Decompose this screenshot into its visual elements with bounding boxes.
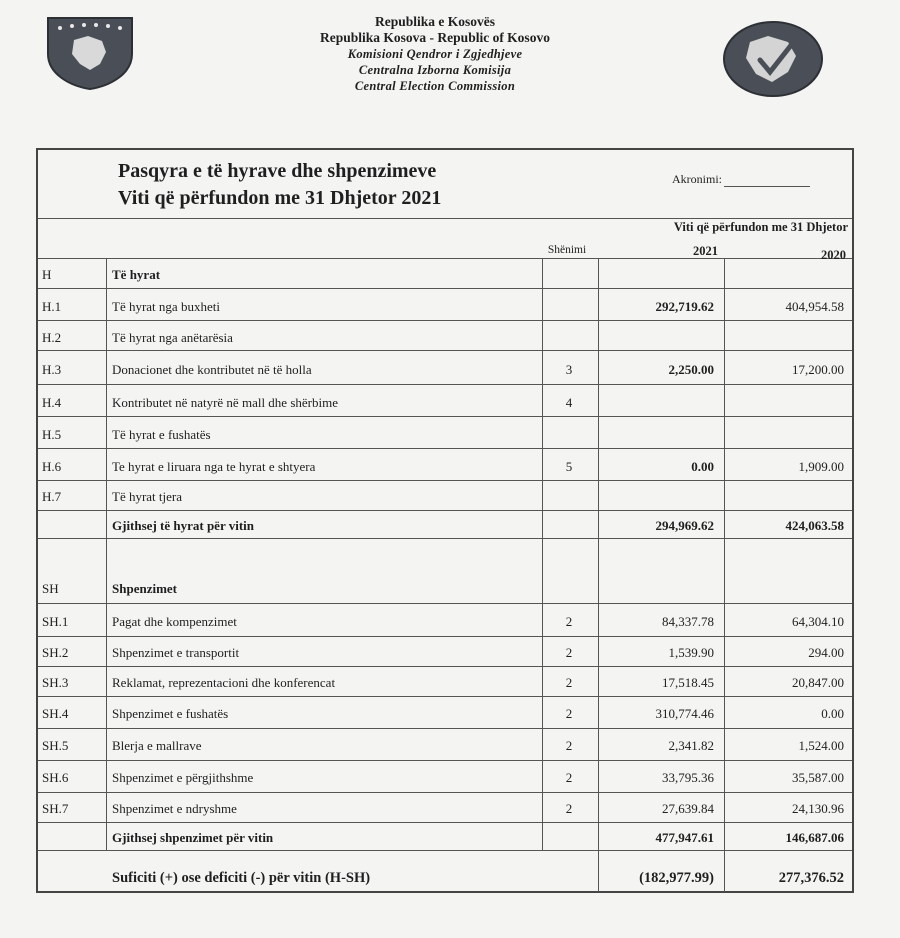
row-label: Shpenzimet e fushatës bbox=[112, 706, 229, 721]
table-row bbox=[38, 767, 852, 789]
row-note: 2 bbox=[565, 738, 573, 753]
row-value-2021: 84,337.78 bbox=[662, 614, 714, 629]
row-label: Te hyrat e liruara nga te hyrat e shtyera bbox=[112, 459, 316, 474]
row-code: SH.2 bbox=[42, 645, 69, 660]
row-label: Donacionet dhe kontributet në të holla bbox=[112, 362, 312, 377]
row-value-2020: 1,909.00 bbox=[798, 459, 844, 474]
row-label: Të hyrat nga anëtarësia bbox=[112, 330, 233, 345]
acronym-label: Akronimi: bbox=[672, 172, 722, 186]
row-value-2020: 64,304.10 bbox=[792, 614, 844, 629]
row-label: Të hyrat bbox=[112, 267, 161, 282]
year-2020-header: 2020 bbox=[821, 248, 846, 262]
row-note: 2 bbox=[565, 706, 573, 721]
row-code: H bbox=[42, 267, 52, 282]
statement-title bbox=[118, 158, 441, 212]
row-value-2021: 2,250.00 bbox=[668, 362, 714, 377]
row-value-2020: 277,376.52 bbox=[778, 870, 844, 886]
header-line-5: Central Election Commission bbox=[354, 79, 516, 93]
table-row-surplus-deficit bbox=[38, 868, 852, 890]
row-value-2020: 1,524.00 bbox=[798, 738, 844, 753]
row-value-2020: 404,954.58 bbox=[785, 299, 844, 314]
row-code: SH.6 bbox=[42, 770, 69, 785]
row-code: H.4 bbox=[42, 395, 62, 410]
institution-header bbox=[230, 14, 640, 94]
acronym-field bbox=[672, 172, 810, 187]
table-row bbox=[38, 578, 852, 600]
row-code: H.3 bbox=[42, 362, 62, 377]
election-commission-logo-icon bbox=[722, 20, 824, 98]
row-code: H.1 bbox=[42, 299, 62, 314]
row-label: Gjithsej të hyrat për vitin bbox=[112, 518, 255, 533]
row-label: Kontributet në natyrë në mall dhe shërbime bbox=[112, 395, 338, 410]
table-row-total-income bbox=[38, 515, 852, 537]
row-code: SH.7 bbox=[42, 801, 69, 816]
row-value-2020: 17,200.00 bbox=[792, 362, 844, 377]
row-value-2021: 310,774.46 bbox=[655, 706, 714, 721]
table-row bbox=[38, 611, 852, 633]
row-label: Të hyrat nga buxheti bbox=[112, 299, 220, 314]
header-line-1: Republika e Kosovës bbox=[374, 14, 496, 29]
title-line-1: Pasqyra e të hyrave dhe shpenzimeve bbox=[118, 160, 437, 182]
table-row bbox=[38, 456, 852, 478]
row-note: 4 bbox=[565, 395, 573, 410]
row-code: H.5 bbox=[42, 427, 62, 442]
table-row bbox=[38, 735, 852, 757]
table-row bbox=[38, 703, 852, 725]
row-value-2021: 1,539.90 bbox=[668, 645, 714, 660]
table-row bbox=[38, 264, 852, 286]
row-value-2021: 27,639.84 bbox=[662, 801, 714, 816]
row-note: 2 bbox=[565, 801, 573, 816]
row-code: H.7 bbox=[42, 489, 62, 504]
row-label: Shpenzimet e përgjithshme bbox=[112, 770, 254, 785]
table-row bbox=[38, 296, 852, 318]
row-note: 5 bbox=[565, 459, 573, 474]
row-value-2020: 424,063.58 bbox=[785, 518, 844, 533]
row-value-2021: 477,947.61 bbox=[655, 830, 714, 845]
row-note: 3 bbox=[565, 362, 573, 377]
table-row bbox=[38, 359, 852, 381]
row-label: Shpenzimet bbox=[112, 581, 177, 596]
row-note: 2 bbox=[565, 645, 573, 660]
header-line-2: Republika Kosova - Republic of Kosovo bbox=[320, 30, 550, 45]
row-value-2021: 294,969.62 bbox=[655, 518, 714, 533]
row-value-2021: 33,795.36 bbox=[662, 770, 714, 785]
row-label: Të hyrat e fushatës bbox=[112, 427, 211, 442]
row-value-2020: 20,847.00 bbox=[792, 675, 844, 690]
title-line-2: Viti që përfundon me 31 Dhjetor 2021 bbox=[118, 187, 442, 209]
row-note: 2 bbox=[565, 675, 573, 690]
row-value-2021: 292,719.62 bbox=[655, 299, 714, 314]
table-row bbox=[38, 798, 852, 820]
table-row bbox=[38, 642, 852, 664]
row-code: H.6 bbox=[42, 459, 62, 474]
table-row bbox=[38, 672, 852, 694]
row-label: Gjithsej shpenzimet për vitin bbox=[112, 830, 274, 845]
row-code: SH.1 bbox=[42, 614, 69, 629]
row-note: 2 bbox=[565, 614, 573, 629]
row-value-2020: 294.00 bbox=[808, 645, 844, 660]
row-value-2021: 2,341.82 bbox=[668, 738, 714, 753]
row-label: Reklamat, reprezentacioni dhe konferencat bbox=[112, 675, 336, 690]
row-value-2021: 17,518.45 bbox=[662, 675, 714, 690]
row-label: Shpenzimet e transportit bbox=[112, 645, 240, 660]
kosovo-coat-of-arms-icon bbox=[44, 14, 136, 90]
row-value-2021: (182,977.99) bbox=[639, 870, 714, 886]
table-row bbox=[38, 486, 852, 508]
row-label: Shpenzimet e ndryshme bbox=[112, 801, 237, 816]
year-2021-header: 2021 bbox=[693, 244, 718, 258]
table-row bbox=[38, 327, 852, 349]
row-code: SH.4 bbox=[42, 706, 69, 721]
table-row bbox=[38, 392, 852, 414]
year-column-header: Viti që përfundon me 31 Dhjetor bbox=[673, 220, 848, 234]
header-line-3: Komisioni Qendror i Zgjedhjeve bbox=[347, 47, 523, 61]
table-row bbox=[38, 424, 852, 446]
row-value-2020: 146,687.06 bbox=[785, 830, 844, 845]
row-value-2020: 0.00 bbox=[821, 706, 844, 721]
row-value-2021: 0.00 bbox=[691, 459, 714, 474]
note-column-header: Shënimi bbox=[547, 244, 587, 256]
row-label: Të hyrat tjera bbox=[112, 489, 183, 504]
row-label: Pagat dhe kompenzimet bbox=[112, 614, 237, 629]
row-label: Suficiti (+) ose deficiti (-) për vitin (H-SH) bbox=[112, 870, 371, 886]
row-code: SH bbox=[42, 581, 59, 596]
row-code: H.2 bbox=[42, 330, 62, 345]
header-line-4: Centralna Izborna Komisija bbox=[358, 63, 512, 77]
row-code: SH.3 bbox=[42, 675, 69, 690]
row-value-2020: 24,130.96 bbox=[792, 801, 844, 816]
row-code: SH.5 bbox=[42, 738, 69, 753]
acronym-blank-line bbox=[724, 186, 810, 187]
row-value-2020: 35,587.00 bbox=[792, 770, 844, 785]
row-note: 2 bbox=[565, 770, 573, 785]
row-label: Blerja e mallrave bbox=[112, 738, 202, 753]
table-row-total-expenses bbox=[38, 827, 852, 849]
